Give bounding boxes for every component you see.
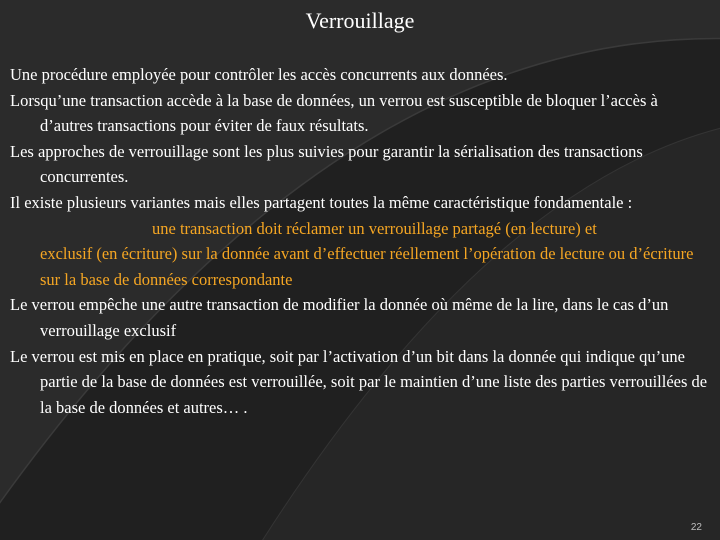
highlight-line-2: exclusif (en écriture) sur la donnée avant d’effectuer réellement l’opération de lecture ou d’écriture sur la base de données correspondante [40, 244, 694, 289]
bullet-paragraph: Il existe plusieurs variantes mais elles partagent toutes la même caractéristique fondamentale : [10, 192, 633, 212]
bullet-paragraph: Le verrou est mis en place en pratique, soit par l’activation d’un bit dans la donnée qui indique qu’une partie de la base de données est verrouillée, soit par le maintien d’une liste des parties verrouillées de la base de données et autres… . [10, 346, 708, 417]
highlight-line-1: une transaction doit réclamer un verrouillage partagé (en lecture) et [152, 218, 597, 238]
bullet-paragraph: Lorsqu’une transaction accède à la base de données, un verrou est susceptible de bloquer l’accès à d’autres transactions pour éviter de faux résultats. [10, 90, 658, 136]
slide-title: Verrouillage [305, 8, 415, 33]
slide-body [10, 62, 710, 420]
page-number: 22 [690, 522, 702, 533]
highlighted-definition [10, 216, 710, 293]
bullet-paragraph: Les approches de verrouillage sont les plus suivies pour garantir la sérialisation des transactions concurrentes. [10, 141, 643, 187]
bullet-paragraph: Une procédure employée pour contrôler les accès concurrents aux données. [10, 65, 508, 84]
bullet-paragraph: Le verrou empêche une autre transaction de modifier la donnée où même de la lire, dans le cas d’un verrouillage exclusif [10, 295, 669, 340]
